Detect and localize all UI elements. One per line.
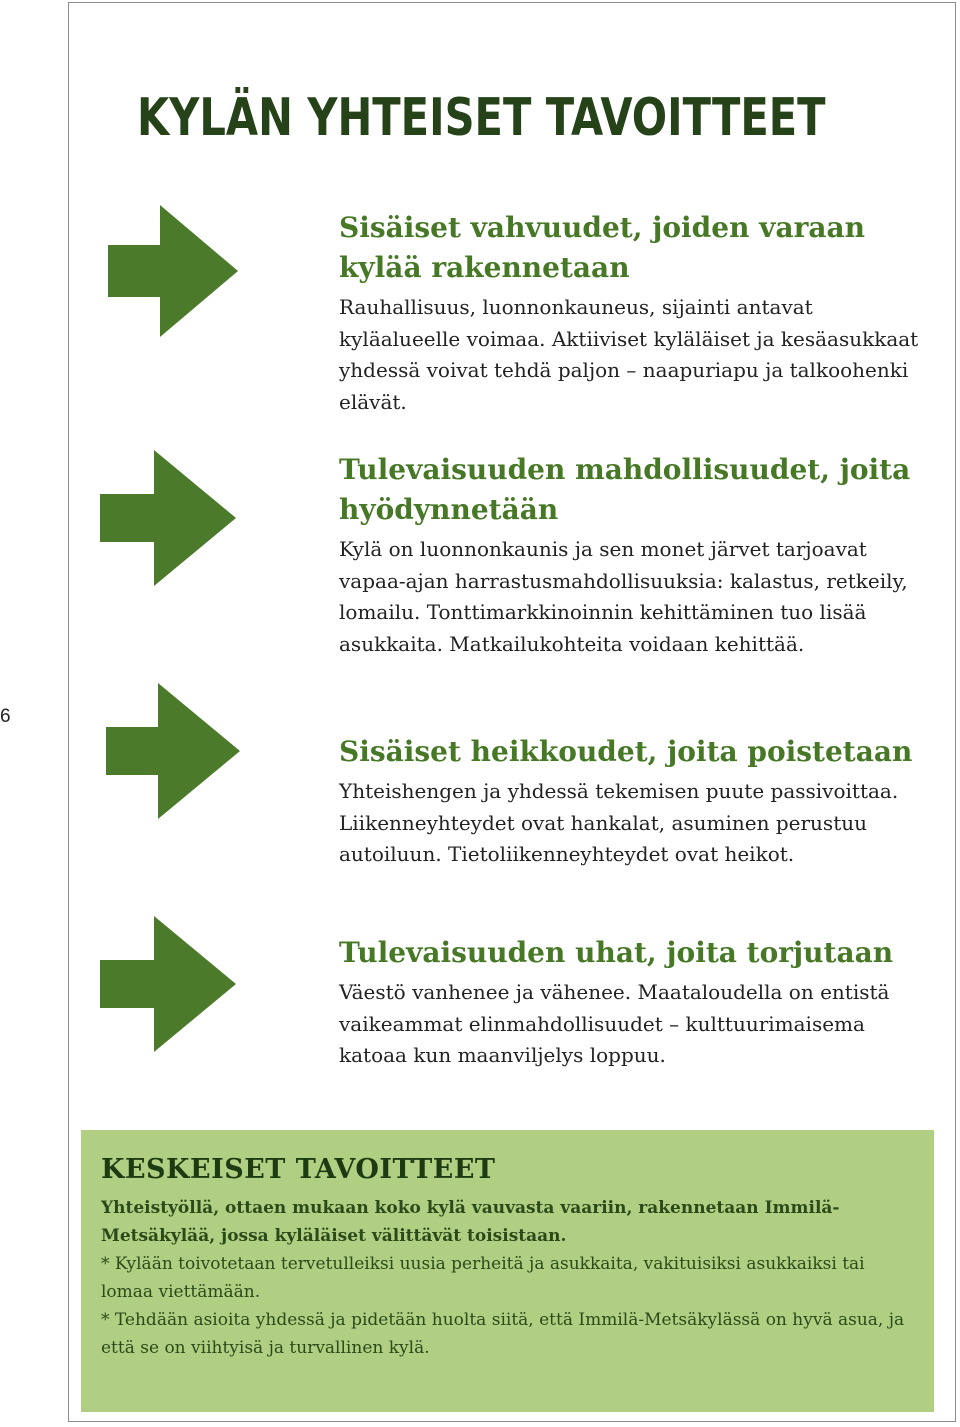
key-goals-item: * Tehdään asioita yhdessä ja pidetään huolta siitä, että Immilä-Metsäkylässä on hyvä asua, ja että se on viihtyisä ja turvallinen kylä. [101, 1310, 905, 1358]
section-heading: Tulevaisuuden uhat, joita torjutaan [339, 936, 894, 969]
section-body: Yhteishengen ja yhdessä tekemisen puute passivoittaa. Liikenneyhteydet ovat hankalat, asuminen perustuu autoiluun. Tietoliikenneyhteydet ovat heikot. [339, 779, 899, 866]
section-heading: Tulevaisuuden mahdollisuudet, joita hyödynnetään [339, 453, 911, 526]
section-body: Kylä on luonnonkaunis ja sen monet järvet tarjoavat vapaa-ajan harrastusmahdollisuuksia: kalastus, retkeily, lomailu. Tonttimarkkinoinnin kehittäminen tuo lisää asukkaita. Matkailukohteita voidaan kehittää. [339, 537, 908, 656]
key-goals-item: * Kylään toivotetaan tervetulleiksi uusia perheitä ja asukkaita, vakituisiksi asukkaiksi tai lomaa viettämään. [101, 1254, 865, 1302]
key-goals-lead: Yhteistyöllä, ottaen mukaan koko kylä vauvasta vaariin, rakennetaan Immilä-Metsäkylää, jossa kyläläiset välittävät toisistaan. [101, 1198, 840, 1246]
arrow-right-icon [100, 205, 246, 345]
page-title: KYLÄN YHTEISET TAVOITTEET [137, 88, 826, 148]
arrow-right-icon [100, 450, 246, 590]
section-threats [339, 933, 919, 1072]
arrow-right-icon [100, 916, 246, 1056]
section-strengths [339, 208, 919, 418]
section-body: Väestö vanhenee ja vähenee. Maataloudella on entistä vaikeammat elinmahdollisuudet – kulttuurimaisema katoaa kun maanviljelys loppuu. [339, 980, 890, 1067]
key-goals-title: KESKEISET TAVOITTEET [101, 1154, 496, 1185]
section-body: Rauhallisuus, luonnonkauneus, sijainti antavat kyläalueelle voimaa. Aktiiviset kyläläiset ja kesäasukkaat yhdessä voivat tehdä paljon – naapuriapu ja talkoohenki elävät. [339, 295, 919, 414]
section-heading: Sisäiset heikkoudet, joita poistetaan [339, 735, 913, 768]
page-number: 6 [0, 706, 11, 727]
arrow-right-icon [100, 683, 246, 823]
section-opportunities [339, 450, 919, 660]
section-weaknesses [339, 732, 919, 871]
section-heading: Sisäiset vahvuudet, joiden varaan kylää rakennetaan [339, 211, 865, 284]
key-goals-box [81, 1130, 934, 1412]
